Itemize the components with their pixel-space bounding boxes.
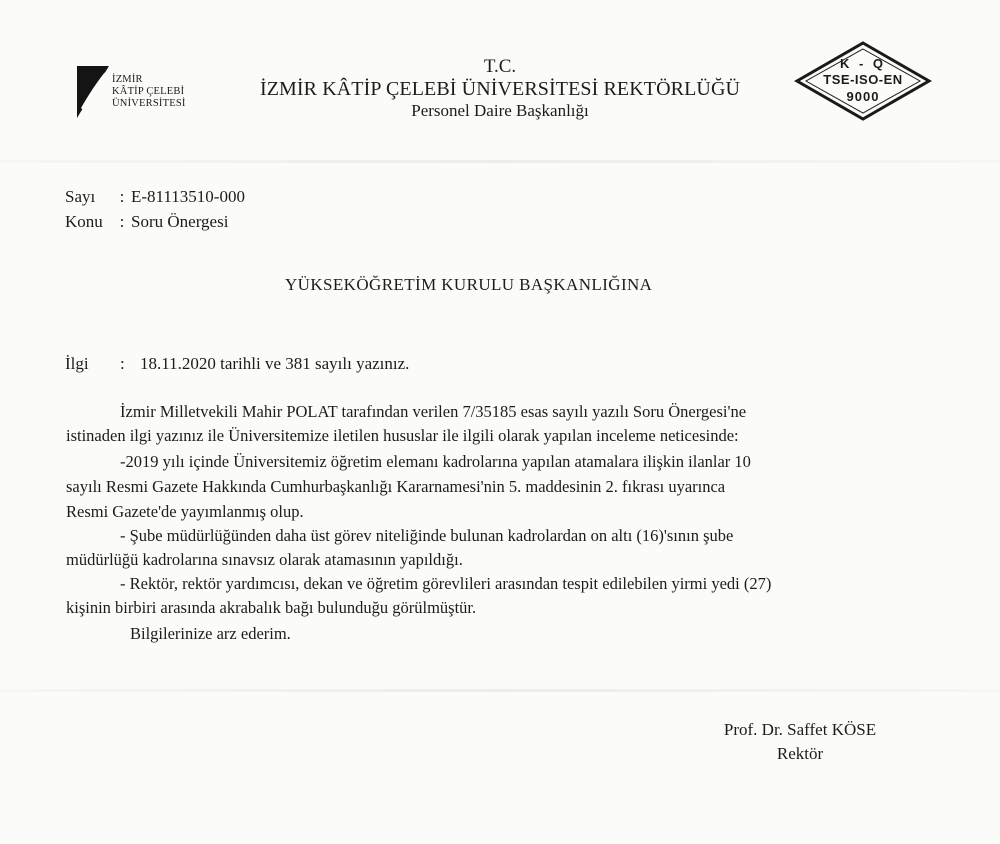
signature-block xyxy=(690,718,910,766)
logo-line: İZMİR xyxy=(112,74,143,85)
body-line: Bilgilerinize arz ederim. xyxy=(130,624,291,643)
konu-label: Konu xyxy=(65,212,103,231)
letterhead xyxy=(240,56,760,122)
logo-line: KÂTİP ÇELEBİ xyxy=(112,86,185,97)
body-line: Resmi Gazete'de yayımlanmış olup. xyxy=(66,502,304,521)
logo-wordmark xyxy=(112,74,186,110)
body-line: - Rektör, rektör yardımcısı, dekan ve öğretim görevlileri arasından tespit edilebilen yirmi yedi (27) xyxy=(120,574,772,593)
university-logo xyxy=(75,64,205,126)
body-line: -2019 yılı içinde Üniversitemiz öğretim elemanı kadrolarına yapılan atamalara ilişkin ilanlar 10 xyxy=(120,452,751,471)
sayi-value: E-81113510-000 xyxy=(131,187,245,206)
sayi-label: Sayı xyxy=(65,187,96,206)
body-line: istinaden ilgi yazınız ile Üniversitemize iletilen hususlar ile ilgili olarak yapılan inceleme neticesinde: xyxy=(66,426,739,445)
body-line: sayılı Resmi Gazete Hakkında Cumhurbaşkanlığı Kararnamesi'nin 5. maddesinin 2. fıkrası uyarınca xyxy=(66,477,726,496)
document-meta xyxy=(65,184,245,234)
body-line: İzmir Milletvekili Mahir POLAT tarafından verilen 7/35185 esas sayılı yazılı Soru Önergesi'ne xyxy=(120,402,747,421)
stamp-line: TSE-ISO-EN xyxy=(823,72,903,87)
header-tc: T.C. xyxy=(483,56,517,77)
quill-emblem-icon xyxy=(75,64,111,120)
addressee: YÜKSEKÖĞRETİM KURULU BAŞKANLIĞINA xyxy=(285,275,653,294)
stamp-line: K - Q xyxy=(839,56,887,71)
signatory-title: Rektör xyxy=(776,744,824,763)
scan-artifact xyxy=(0,160,1000,163)
body-line: müdürlüğü kadrolarına sınavsız olarak atamasının yapıldığı. xyxy=(66,550,463,569)
konu-row xyxy=(65,209,245,234)
ilgi-separator: : xyxy=(120,354,125,373)
meta-separator: : xyxy=(119,187,125,206)
reference-row xyxy=(65,354,409,374)
body-line: kişinin birbiri arasında akrabalık bağı bulunduğu görülmüştür. xyxy=(66,598,477,617)
logo-line: ÜNİVERSİTESİ xyxy=(112,98,186,109)
header-university: İZMİR KÂTİP ÇELEBİ ÜNİVERSİTESİ REKTÖRLÜĞÜ xyxy=(259,78,741,100)
sayi-row xyxy=(65,184,245,209)
header-department: Personel Daire Başkanlığı xyxy=(411,101,589,120)
tse-quality-stamp xyxy=(793,40,933,122)
body-line: - Şube müdürlüğünden daha üst görev niteliğinde bulunan kadrolardan on altı (16)'sının şube xyxy=(120,526,734,545)
ilgi-label: İlgi xyxy=(65,354,89,373)
meta-separator: : xyxy=(119,212,125,231)
ilgi-value: 18.11.2020 tarihli ve 381 sayılı yazınız. xyxy=(140,354,410,373)
stamp-line: 9000 xyxy=(846,89,880,104)
scan-artifact xyxy=(0,689,1000,692)
signatory-name: Prof. Dr. Saffet KÖSE xyxy=(723,720,877,739)
konu-value: Soru Önergesi xyxy=(131,212,229,231)
